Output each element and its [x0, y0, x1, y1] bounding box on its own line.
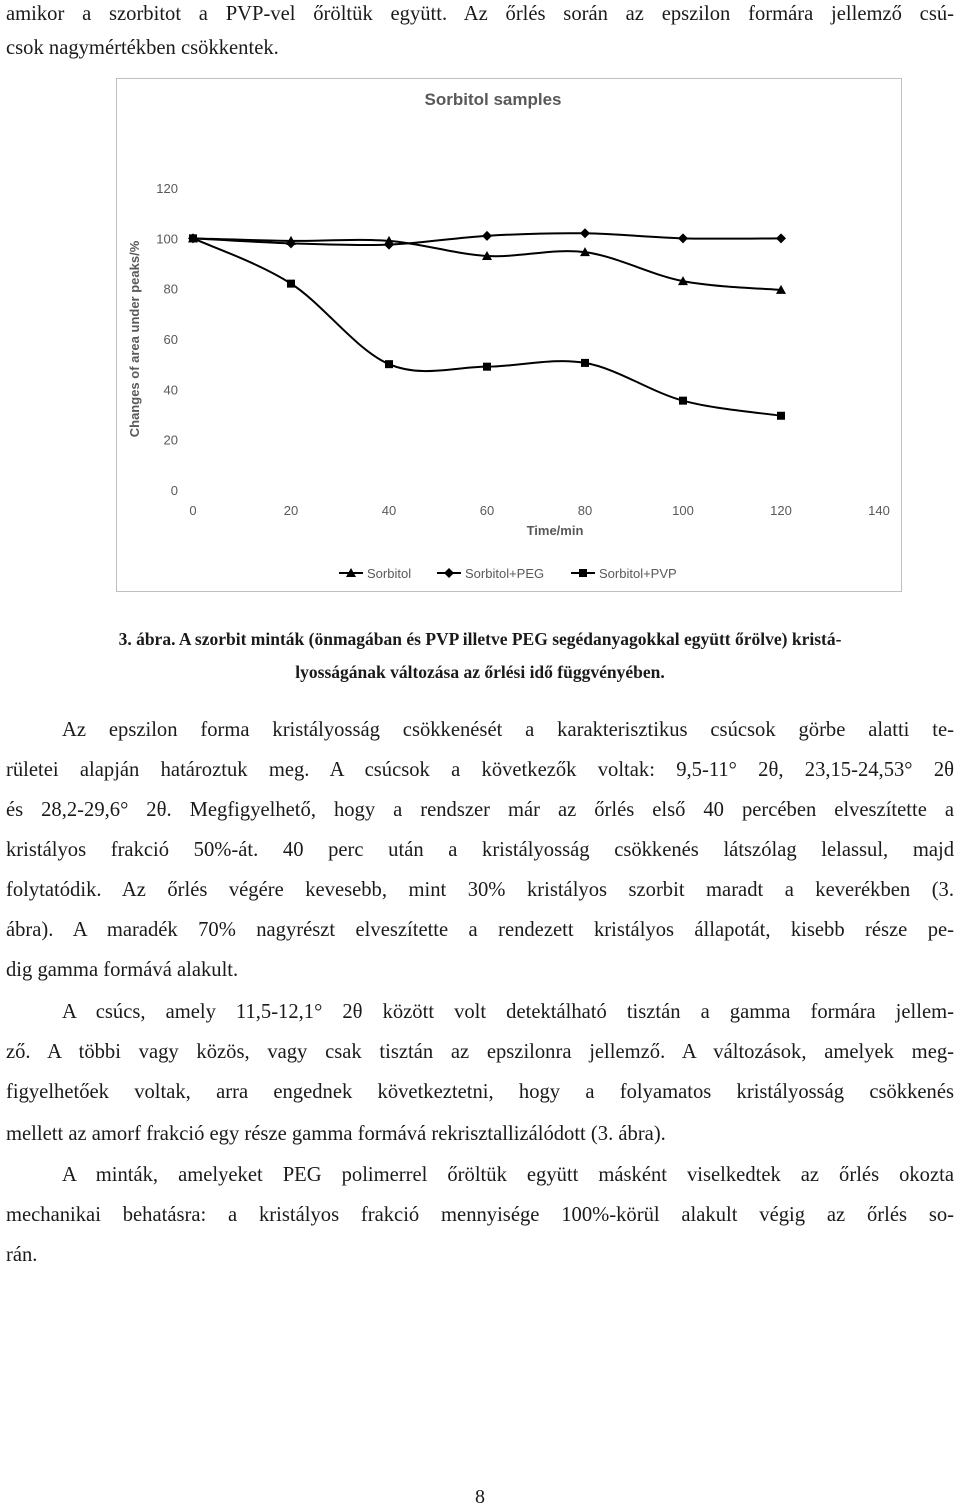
paragraph-1-line: kristályos frakció 50%-át. 40 perc után a kristályosság csökkenés látszólag lelassul, majd [6, 839, 954, 861]
x-tick-label: 20 [283, 503, 299, 518]
data-point-sorbitol-pvp [483, 363, 491, 371]
paragraph-2-line: figyelhetőek voltak, arra engednek következtetni, hogy a folyamatos kristályosság csökkenés [6, 1081, 954, 1103]
figure-caption-line-1: 3. ábra. A szorbit minták (önmagában és PVP illetve PEG segédanyagokkal együtt őrölve) kristá- [118, 629, 842, 649]
y-tick-label: 100 [156, 231, 178, 247]
y-axis-label: Changes of area under peaks/% [127, 240, 142, 438]
data-point-sorbitol-peg [580, 228, 590, 238]
series-line-sorbitol-pvp [193, 238, 781, 415]
paragraph-1-line: folytatódik. Az őrlés végére kevesebb, mint 30% kristályos szorbit maradt a keverékben (3. [6, 879, 954, 901]
chart-frame [116, 78, 902, 592]
x-tick-label: 120 [770, 503, 792, 518]
paragraph-1-line: és 28,2-29,6° 2θ. Megfigyelhető, hogy a rendszer már az őrlés első 40 percében elveszítette a [6, 799, 954, 821]
chart-title: Sorbitol samples [424, 90, 562, 109]
data-point-sorbitol-pvp [385, 360, 393, 368]
paragraph-1-line: Az epszilon forma kristályosság csökkenését a karakterisztikus csúcsok görbe alatti te- [62, 719, 954, 741]
paragraph-3-line: rán. [6, 1244, 38, 1266]
paragraph-2-line: mellett az amorf frakció egy része gamma formává rekrisztallizálódott (3. ábra). [6, 1123, 666, 1145]
x-axis-label: Time/min [526, 523, 584, 538]
x-tick-label: 60 [479, 503, 495, 518]
paragraph-2-line: A csúcs, amely 11,5-12,1° 2θ között volt detektálható tisztán a gamma formára jellem- [62, 1001, 954, 1023]
x-tick-label: 40 [381, 503, 397, 518]
data-point-sorbitol-pvp [189, 234, 197, 242]
y-tick-label: 80 [163, 281, 178, 297]
y-tick-label: 20 [163, 432, 178, 448]
y-tick-label: 120 [156, 181, 178, 196]
body-text-line: amikor a szorbitot a PVP-vel őröltük együtt. Az őrlés során az epszilon formára jellemző csú- [6, 3, 954, 25]
legend-label-sorbitol-pvp: Sorbitol+PVP [599, 566, 677, 581]
legend-label-sorbitol: Sorbitol [367, 566, 412, 581]
figure-caption-line-2: lyosságának változása az őrlési idő függvényében. [295, 662, 665, 682]
paragraph-3-line: A minták, amelyeket PEG polimerrel őröltük együtt másként viselkedtek az őrlés okozta [62, 1164, 954, 1186]
legend-label-sorbitol-peg: Sorbitol+PEG [465, 566, 545, 581]
body-text-line: csok nagymértékben csökkentek. [6, 37, 279, 59]
line-chart [117, 79, 901, 591]
data-point-sorbitol-pvp [777, 412, 785, 420]
y-tick-label: 0 [170, 483, 178, 498]
x-tick-label: 140 [868, 503, 890, 518]
legend-marker-sorbitol-pvp [579, 569, 587, 577]
x-tick-label: 0 [189, 503, 197, 518]
y-tick-label: 60 [163, 332, 178, 347]
data-point-sorbitol-pvp [581, 359, 589, 367]
data-point-sorbitol-peg [482, 231, 492, 241]
paragraph-2-line: ző. A többi vagy közös, vagy csak tisztán az epszilonra jellemző. A változások, amelyek meg- [6, 1041, 954, 1063]
legend-marker-sorbitol-peg [444, 568, 454, 578]
data-point-sorbitol-peg [678, 233, 688, 243]
paragraph-1-line: ábra). A maradék 70% nagyrészt elveszítette a rendezett kristályos állapotát, kisebb része pe- [6, 919, 954, 941]
x-tick-label: 80 [577, 503, 593, 518]
data-point-sorbitol-peg [776, 233, 786, 243]
page-number: 8 [475, 1486, 485, 1508]
data-point-sorbitol-pvp [287, 280, 295, 288]
series-line-sorbitol [193, 238, 781, 290]
paragraph-3-line: mechanikai behatásra: a kristályos frakció mennyisége 100%-körül alakult végig az őrlés so- [6, 1204, 954, 1226]
paragraph-1-line: rületei alapján határoztuk meg. A csúcsok a következők voltak: 9,5-11° 2θ, 23,15-24,53° 2θ [6, 759, 954, 781]
data-point-sorbitol-pvp [679, 397, 687, 405]
paragraph-1-line: dig gamma formává alakult. [6, 959, 239, 981]
x-tick-label: 100 [672, 503, 694, 518]
y-tick-label: 40 [163, 382, 178, 398]
